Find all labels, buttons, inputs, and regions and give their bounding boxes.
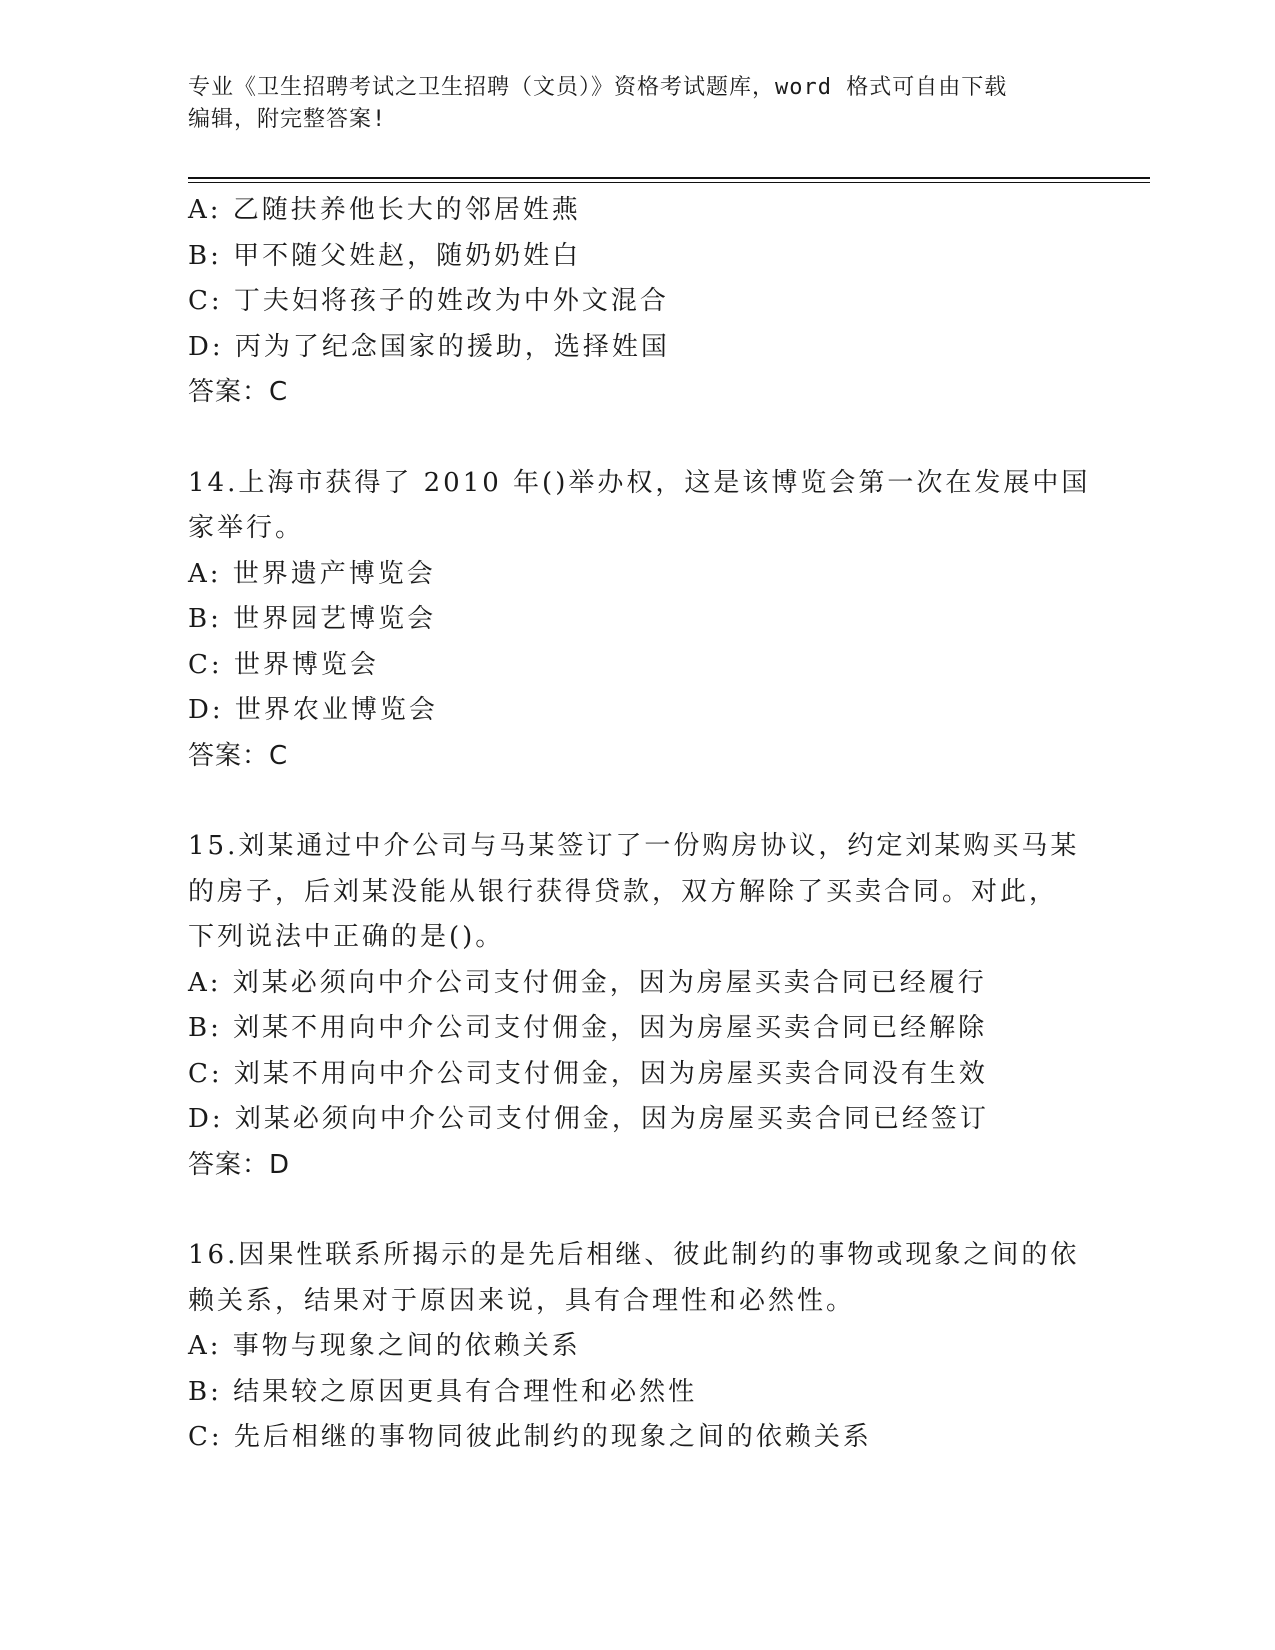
question-16	[188, 1233, 1088, 1461]
option-a: A: 刘某必须向中介公司支付佣金，因为房屋买卖合同已经履行	[188, 967, 987, 998]
question-text-line: 14.上海市获得了 2010 年()举办权，这是该博览会第一次在发展中国	[188, 467, 1091, 498]
spacer	[188, 779, 1088, 824]
option-c: C: 丁夫妇将孩子的姓改为中外文混合	[188, 286, 669, 316]
option-d: D: 刘某必须向中介公司支付佣金，因为房屋买卖合同已经签订	[188, 1104, 989, 1134]
question-text-line: 赖关系，结果对于原因来说，具有合理性和必然性。	[188, 1285, 856, 1316]
question-14	[188, 461, 1091, 780]
option-c: C: 先后相继的事物同彼此制约的现象之间的依赖关系	[188, 1422, 872, 1452]
option-d: D: 丙为了纪念国家的援助，选择姓国	[188, 331, 670, 362]
spacer	[188, 416, 1088, 461]
option-a: A: 事物与现象之间的依赖关系	[188, 1331, 581, 1361]
question-text-line: 16.因果性联系所揭示的是先后相继、彼此制约的事物或现象之间的依	[188, 1240, 1080, 1270]
question-text-line: 家举行。	[188, 513, 305, 543]
question-15	[188, 824, 1088, 1188]
option-b: B: 甲不随父姓赵，随奶奶姓白	[188, 240, 582, 271]
option-b: B: 刘某不用向中介公司支付佣金，因为房屋买卖合同已经解除	[188, 1013, 988, 1043]
option-b: B: 结果较之原因更具有合理性和必然性	[188, 1376, 698, 1407]
question-text-line: 的房子，后刘某没能从银行获得贷款，双方解除了买卖合同。对此，	[188, 876, 1059, 907]
option-c: C: 世界博览会	[188, 649, 379, 680]
question-text-line: 15.刘某通过中介公司与马某签订了一份购房协议，约定刘某购买马某	[188, 831, 1080, 861]
option-a: A: 世界遗产博览会	[188, 558, 436, 589]
answer: 答案：D	[188, 1149, 291, 1180]
option-b: B: 世界园艺博览会	[188, 604, 437, 634]
question-content	[188, 188, 1091, 1461]
header-rule-thin	[188, 182, 1150, 183]
option-a: A: 乙随扶养他长大的邻居姓燕	[188, 195, 581, 225]
spacer	[188, 1188, 1088, 1233]
question-text-line: 下列说法中正确的是()。	[188, 922, 505, 952]
document-header	[188, 72, 1088, 136]
header-line-1: 专业《卫生招聘考试之卫生招聘（文员）》资格考试题库，word 格式可自由下载	[188, 75, 1008, 100]
option-c: C: 刘某不用向中介公司支付佣金，因为房屋买卖合同没有生效	[188, 1058, 988, 1089]
answer: 答案：C	[188, 740, 289, 771]
header-line-2: 编辑，附完整答案!	[188, 107, 387, 132]
header-rule-thick	[188, 177, 1150, 179]
answer: 答案：C	[188, 377, 289, 407]
option-d: D: 世界农业博览会	[188, 695, 438, 725]
question-13	[188, 188, 1088, 416]
